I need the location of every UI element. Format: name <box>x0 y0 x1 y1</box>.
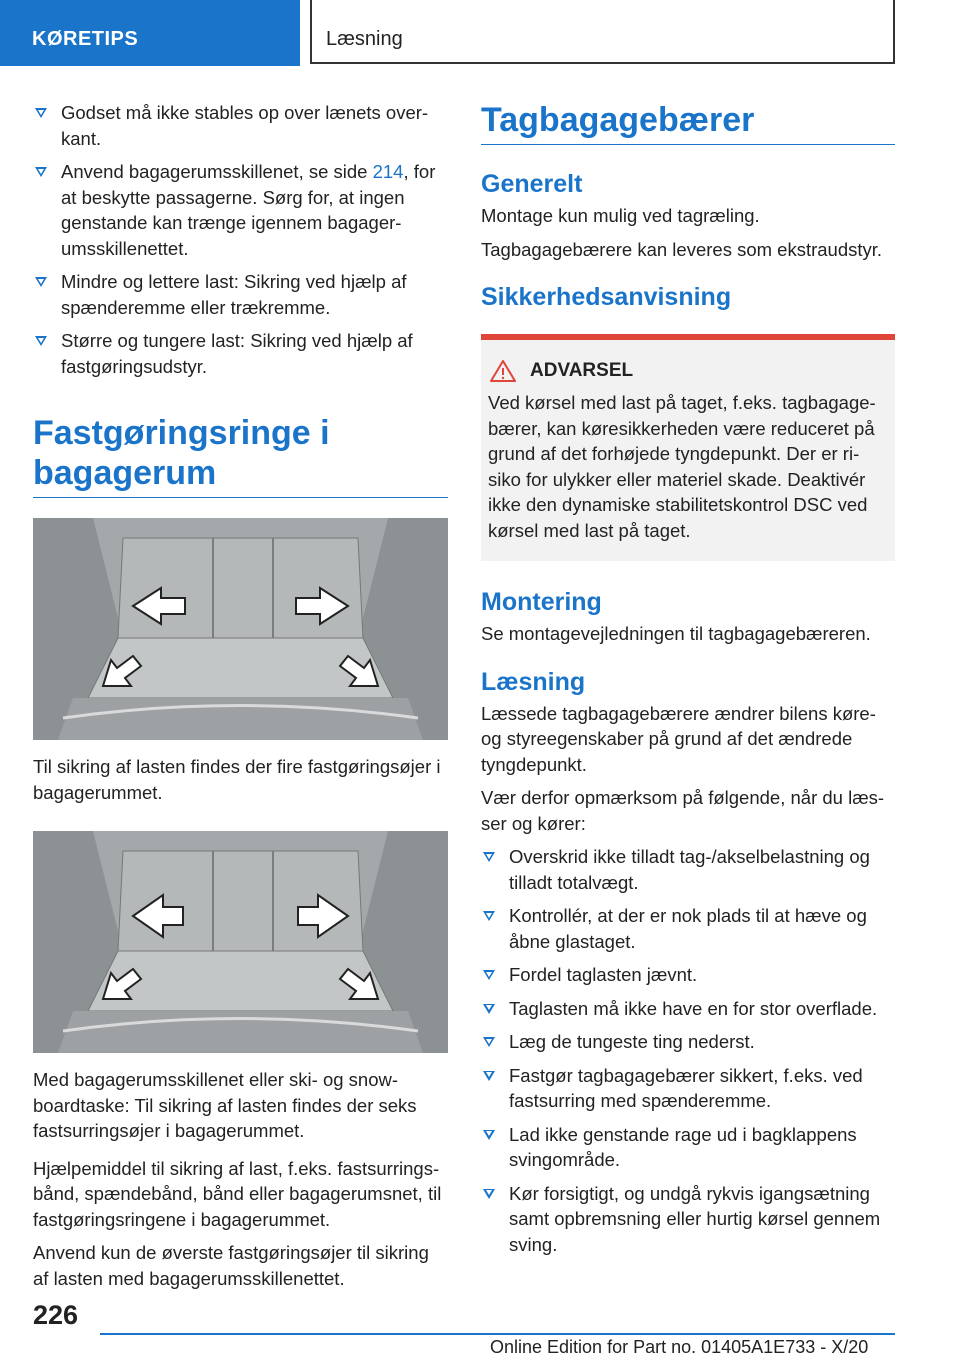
loading-bullet-list <box>481 844 896 1257</box>
triangle-bullet-icon <box>35 336 47 346</box>
footer-divider <box>100 1333 895 1335</box>
warning-box <box>481 334 895 561</box>
triangle-bullet-icon <box>35 277 47 287</box>
list-item: Overskrid ikke tilladt tag-/akselbelastning og tilladt totalvægt. <box>481 844 896 895</box>
page-link[interactable]: 214 <box>372 161 404 182</box>
warning-text: Ved kørsel med last på taget, f.eks. tagbagage-bærer, kan køresikkerheden være reduceret på grund af det forhøjede tyngdepunkt. Der er ri-siko for ulykker eller materiel skade. Deaktivér ikke den dynamiske stabilitetskontrol DSC ved kørsel med last på taget. <box>488 392 876 541</box>
triangle-bullet-icon <box>483 970 495 980</box>
chapter-tab: Læsning <box>310 0 895 64</box>
right-column <box>481 100 896 1265</box>
warning-label: ADVARSEL <box>530 360 634 381</box>
paragraph: Læssede tagbagagebærere ændrer bilens køre-og styreegenskaber på grund af det ændrede tyngdepunkt. <box>481 702 876 775</box>
subsection-title-safety: Sikkerhedsanvisning <box>481 283 732 311</box>
trunk-illustration <box>33 518 448 740</box>
triangle-bullet-icon <box>483 1189 495 1199</box>
triangle-bullet-icon <box>35 108 47 118</box>
caption-six-eyes: Med bagagerumsskillenet eller ski- og snow-boardtaske: Til sikring af lasten findes der seks fastsurringsøjer i bagagerummet. <box>33 1069 417 1141</box>
paragraph: Vær derfor opmærksom på følgende, når du læs-ser og kører: <box>481 787 885 834</box>
list-item: Kontrollér, at der er nok plads til at hæve og åbne glastaget. <box>481 903 896 954</box>
triangle-bullet-icon <box>483 852 495 862</box>
list-item: Mindre og lettere last: Sikring ved hjælp af spænderemme eller trækremme. <box>33 269 448 320</box>
triangle-bullet-icon <box>483 1071 495 1081</box>
trunk-illustration <box>33 831 448 1053</box>
left-column <box>33 100 448 1299</box>
trunk-image-four-eyes <box>33 518 448 740</box>
paragraph: Tagbagagebærere kan leveres som ekstraudstyr. <box>481 238 883 260</box>
paragraph-upper-eyes: Anvend kun de øverste fastgøringsøjer til sikring af lasten med bagagerumsskillenettet. <box>33 1242 429 1289</box>
subsection-title-laesning: Læsning <box>481 667 586 696</box>
list-item: Fordel taglasten jævnt. <box>481 962 896 988</box>
triangle-bullet-icon <box>483 1004 495 1014</box>
paragraph: Montage kun mulig ved tagræling. <box>481 205 760 226</box>
warning-header <box>490 360 887 382</box>
triangle-bullet-icon <box>483 1037 495 1047</box>
section-title: Tagbagagebærer <box>481 100 895 145</box>
list-item: Kør forsigtigt, og undgå rykvis igangsætning samt opbremsning eller hurtig kørsel gennem sving. <box>481 1181 896 1258</box>
paragraph-aids: Hjælpemiddel til sikring af last, f.eks. fastsurrings-bånd, spændebånd, bånd eller bagagerumsnet, til fastgøringsringene i bagagerummet. <box>33 1157 442 1230</box>
section-title: Fastgøringsringe i bagagerum <box>33 413 448 498</box>
cargo-bullet-list <box>33 100 448 379</box>
warning-triangle-icon <box>490 360 516 382</box>
section-tab: KØRETIPS <box>0 0 300 66</box>
triangle-bullet-icon <box>35 167 47 177</box>
list-item: Lad ikke genstande rage ud i bagklappens svingområde. <box>481 1122 896 1173</box>
edition-text: Online Edition for Part no. 01405A1E733 - X/20 <box>490 1337 869 1357</box>
triangle-bullet-icon <box>483 1130 495 1140</box>
list-item: Anvend bagagerumsskillenet, se side 214, for at beskytte passagerne. Sørg for, at ingen genstande kan trænge igennem bagager-umsskillenettet. <box>33 159 448 261</box>
page-number: 226 <box>33 1300 79 1330</box>
list-item: Større og tungere last: Sikring ved hjælp af fastgøringsudstyr. <box>33 328 448 379</box>
trunk-image-six-eyes <box>33 831 448 1053</box>
page-header <box>0 0 960 66</box>
list-item: Læg de tungeste ting nederst. <box>481 1029 896 1055</box>
subsection-title-montering: Montering <box>481 588 602 616</box>
list-item: Taglasten må ikke have en for stor overflade. <box>481 996 896 1022</box>
paragraph: Se montagevejledningen til tagbagagebæreren. <box>481 623 871 644</box>
triangle-bullet-icon <box>483 911 495 921</box>
list-item: Fastgør tagbagagebærer sikkert, f.eks. ved fastsurring med spænderemme. <box>481 1063 896 1114</box>
list-item: Godset må ikke stables op over lænets over-kant. <box>33 100 448 151</box>
subsection-title-generelt: Generelt <box>481 170 583 198</box>
caption-four-eyes: Til sikring af lasten findes der fire fastgøringsøjer i bagagerummet. <box>33 756 441 803</box>
